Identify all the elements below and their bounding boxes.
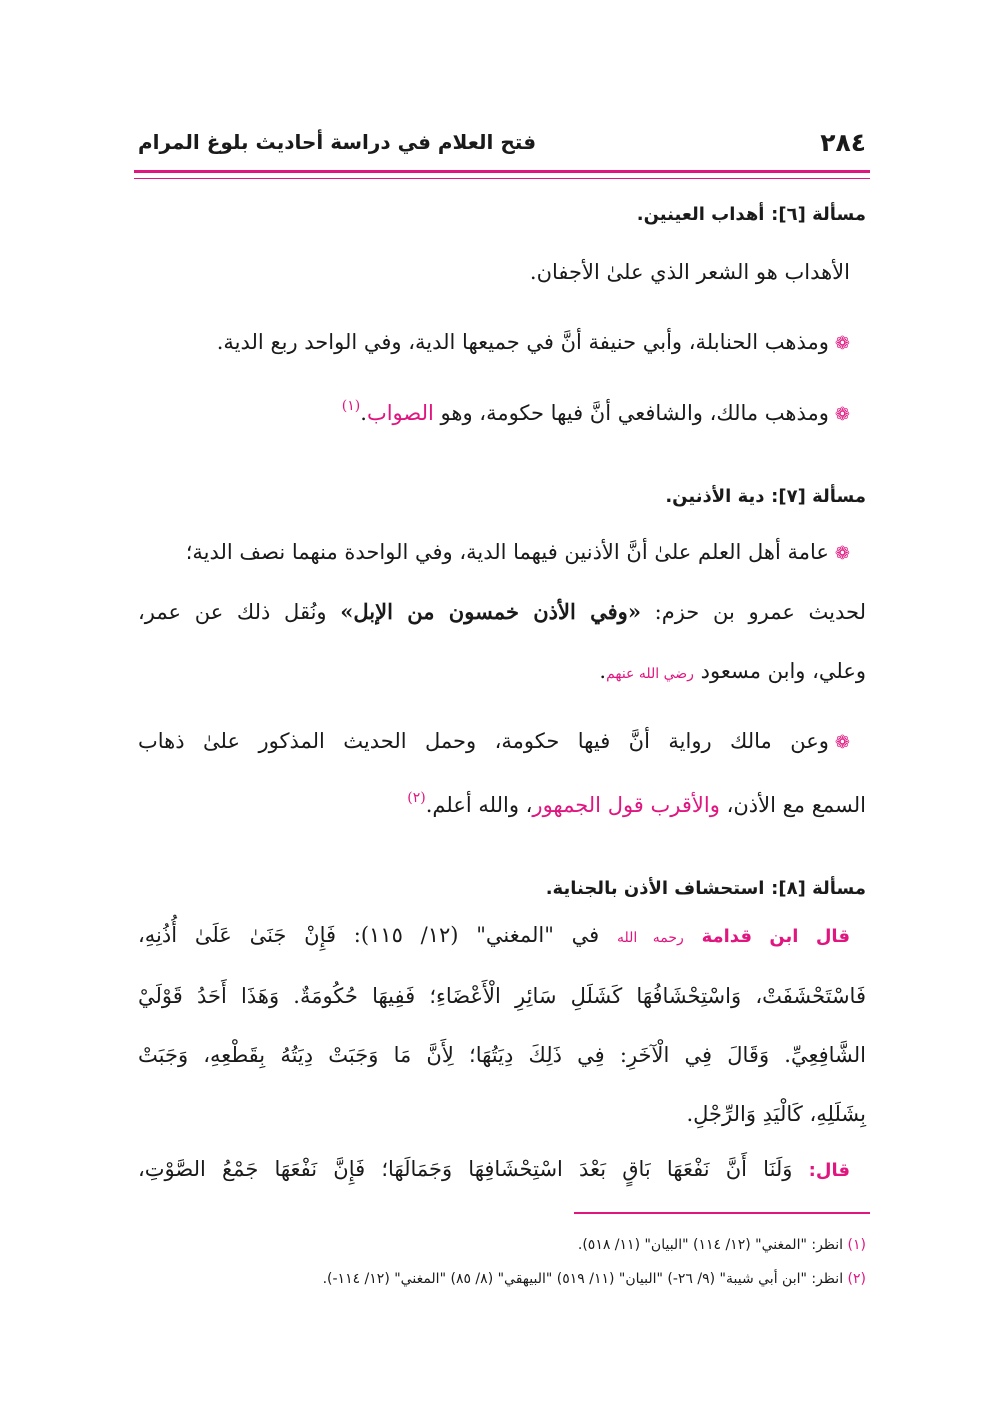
q6-heading <box>138 198 866 230</box>
footnote-1 <box>138 1234 866 1256</box>
footnote-number: (١) <box>847 1237 866 1253</box>
header-rule-thick <box>134 170 870 173</box>
header-rule-thin <box>134 178 870 179</box>
q8-quote-line-2: فَاسْتَحْشَفَتْ، وَاسْتِحْشَافُهَا كَشَلَلِ سَائِرِ الْأَعْضَاءِ؛ فَفِيهَا حُكُومَةٌ. وَهَذَا أَحَدُ قَوْلَيْ <box>138 984 866 1008</box>
q7-hadith-attribution: ونُقل ذلك عن عمر، <box>138 600 327 624</box>
q7-majority-paragraph <box>138 537 850 569</box>
q8-label: مسألة [٨]: <box>771 878 866 899</box>
footnote-2 <box>138 1268 866 1290</box>
footnote-rule <box>574 1212 870 1214</box>
q6-maliki-text: ومذهب مالك، والشافعي أنَّ فيها حكومة، وهو <box>440 401 829 425</box>
q8-quote-line-5 <box>138 1154 850 1186</box>
q6-hanbali-paragraph <box>138 327 850 359</box>
page-number: ٢٨٤ <box>820 128 866 157</box>
q7-maliki-paragraph <box>138 726 850 758</box>
flower-bullet-icon: ❁ <box>834 333 850 354</box>
q6-definition: الأهداب هو الشعر الذي علىٰ الأجفان. <box>529 260 850 284</box>
q7-hadith-line <box>138 597 866 627</box>
q7-companions-line <box>138 656 866 689</box>
q8-author: قال ابن قدامة <box>701 926 850 947</box>
q8-source-text: في "المغني" (١٢/ ١١٥): فَإِنْ جَنَىٰ عَلَىٰ أُذُنِهِ، <box>138 923 600 947</box>
q7-title: دية الأذنين. <box>665 486 765 507</box>
footnote-ref-2: (٢) <box>407 790 426 806</box>
book-title: فتح العلام في دراسة أحاديث بلوغ المرام <box>138 130 537 154</box>
q6-label: مسألة [٦]: <box>771 204 866 225</box>
q6-period: . <box>360 401 367 425</box>
q8-quote-line-3: الشَّافِعِيِّ. وَقَالَ فِي الْآخَرِ: فِي ذَلِكَ دِيَتُهَا؛ لِأَنَّ مَا وَجَبَتْ دِيَتُهُ بِقَطْعِهِ، وَجَبَتْ <box>138 1043 866 1067</box>
footnote-ref-1: (١) <box>341 398 361 414</box>
q8-rebuttal-text: وَلَنَا أَنَّ نَفْعَهَا بَاقٍ بَعْدَ اسْتِحْشَافِهَا وَجَمَالَهَا؛ فَإِنَّ نَفْعَهَا جَمْعُ الصَّوْتِ، <box>138 1157 793 1181</box>
q6-preferred-view: الصواب <box>366 401 434 425</box>
q7-hadith-quote: «وفي الأذن خمسون من الإبل» <box>340 599 641 624</box>
footnote-text: انظر: "المغني" (١٢/ ١١٤) "البيان" (١١/ ٥١٨). <box>577 1237 844 1253</box>
q7-majority-text: عامة أهل العلم علىٰ أنَّ الأذنين فيهما الدية، وفي الواحدة منهما نصف الدية؛ <box>185 540 829 564</box>
q6-hanbali-text: ومذهب الحنابلة، وأبي حنيفة أنَّ في جميعها الدية، وفي الواحد ربع الدية. <box>216 330 829 354</box>
q6-title: أهداب العينين. <box>636 204 765 225</box>
q7-label: مسألة [٧]: <box>771 486 866 507</box>
q7-conclusion-line <box>138 790 866 823</box>
q7-companions-text: وعلي، وابن مسعود <box>700 659 866 683</box>
flower-bullet-icon: ❁ <box>834 732 850 753</box>
q7-preferred-view: والأقرب قول الجمهور <box>532 793 720 817</box>
honorific-glyph: رحمه الله <box>616 930 684 946</box>
q7-heading <box>138 480 866 512</box>
q7-period: . <box>599 659 607 683</box>
q6-maliki-paragraph <box>138 398 850 431</box>
q8-title: استحشاف الأذن بالجناية. <box>545 878 765 899</box>
q8-heading <box>138 872 866 904</box>
q8-quote-line-4: بِشَلَلِهِ، كَالْيَدِ وَالرِّجْلِ. <box>686 1102 866 1126</box>
q8-quote-line-1 <box>138 920 850 953</box>
footnote-number: (٢) <box>847 1271 866 1287</box>
q7-allah-knows: ، والله أعلم. <box>425 793 533 817</box>
q7-maliki-text: وعن مالك رواية أنَّ فيها حكومة، وحمل الحديث المذكور علىٰ ذهاب <box>138 729 829 753</box>
honorific-glyph: رضي الله عنهم <box>606 666 694 682</box>
q7-conclusion-text: السمع مع الأذن، <box>726 793 866 817</box>
q8-said-label: قال: <box>808 1160 850 1181</box>
running-header <box>134 126 870 162</box>
flower-bullet-icon: ❁ <box>834 543 850 564</box>
footnote-text: انظر: "ابن أبي شيبة" (٩/ ٢٦-) "البيان" (١١/ ٥١٩) "البيهقي" (٨/ ٨٥) "المغني" (١٢/ ١١٤-). <box>322 1271 844 1287</box>
q7-hadith-intro: لحديث عمرو بن حزم: <box>654 600 866 624</box>
flower-bullet-icon: ❁ <box>834 404 850 425</box>
